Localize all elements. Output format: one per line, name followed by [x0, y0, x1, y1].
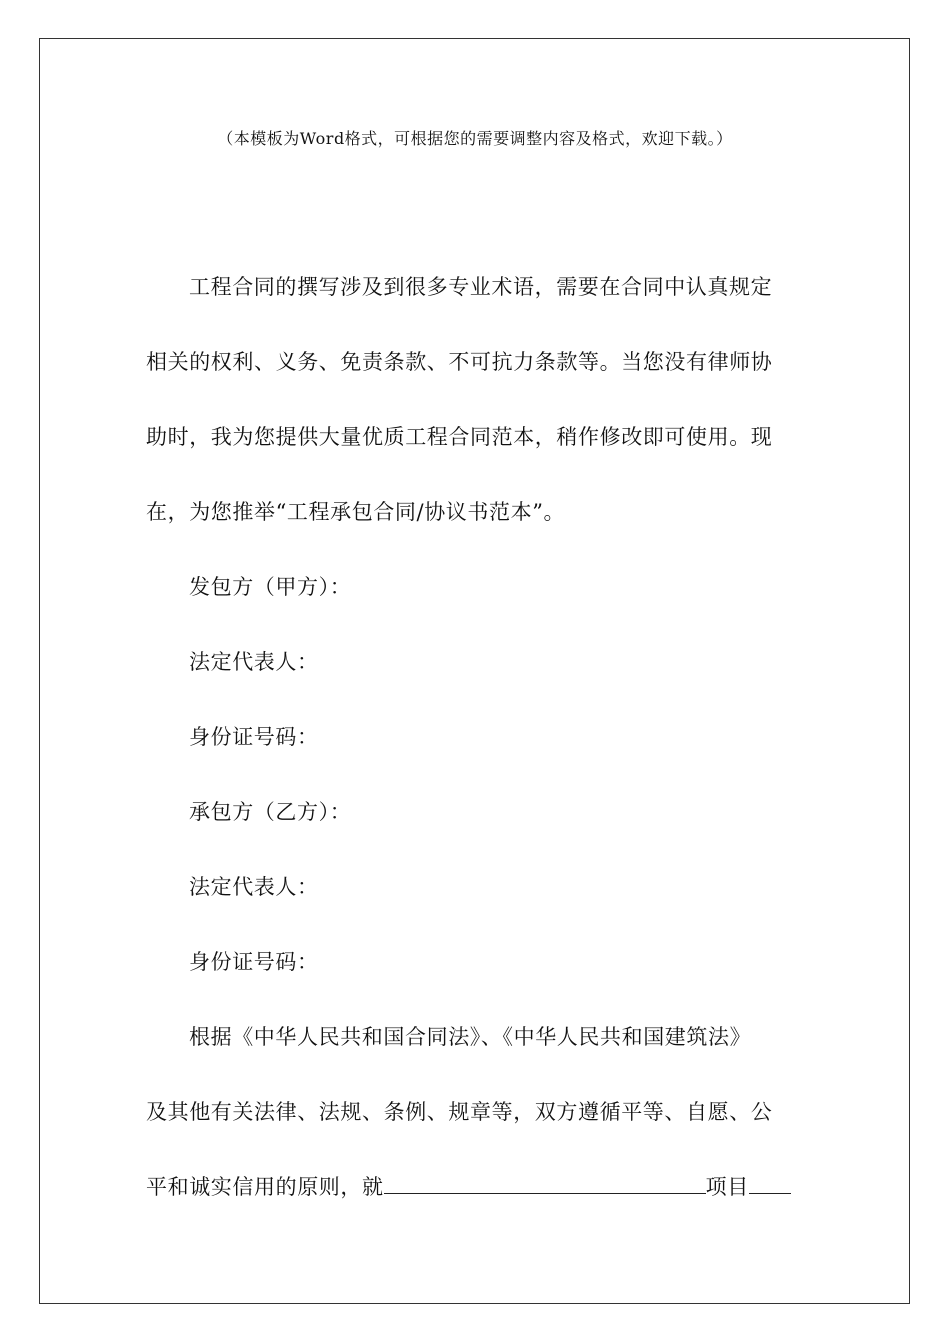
intro-line-1: 工程合同的撰写涉及到很多专业术语，需要在合同中认真规定 — [189, 275, 773, 299]
basis-line-3-project: 项目 — [705, 1175, 749, 1199]
party-a-label: 发包方（甲方）： — [189, 575, 352, 599]
basis-line-2: 及其他有关法律、法规、条例、规章等，双方遵循平等、自愿、公 — [146, 1100, 773, 1124]
party-b-representative-label: 法定代表人： — [189, 875, 319, 899]
trailing-blank — [749, 1175, 791, 1194]
party-b-id-label: 身份证号码： — [189, 950, 319, 974]
basis-line-3 — [146, 1164, 806, 1239]
intro-line-2: 相关的权利、义务、免责条款、不可抗力条款等。当您没有律师协 — [146, 350, 773, 374]
basis-line-1: 根据《中华人民共和国合同法》、《中华人民共和国建筑法》 — [189, 1025, 752, 1049]
intro-line-4: 在，为您推举“工程承包合同/协议书范本”。 — [146, 500, 566, 524]
party-a-representative-label: 法定代表人： — [189, 650, 319, 674]
party-a-id-label: 身份证号码： — [189, 725, 319, 749]
basis-line-3-prefix: 平和诚实信用的原则，就 — [146, 1175, 384, 1199]
project-name-blank — [384, 1175, 706, 1194]
party-b-label: 承包方（乙方）： — [189, 800, 352, 824]
document-body — [146, 264, 806, 1239]
intro-line-3: 助时，我为您提供大量优质工程合同范本，稍作修改即可使用。现 — [146, 425, 773, 449]
template-note: （本模板为Word格式，可根据您的需要调整内容及格式，欢迎下载。） — [217, 129, 733, 148]
